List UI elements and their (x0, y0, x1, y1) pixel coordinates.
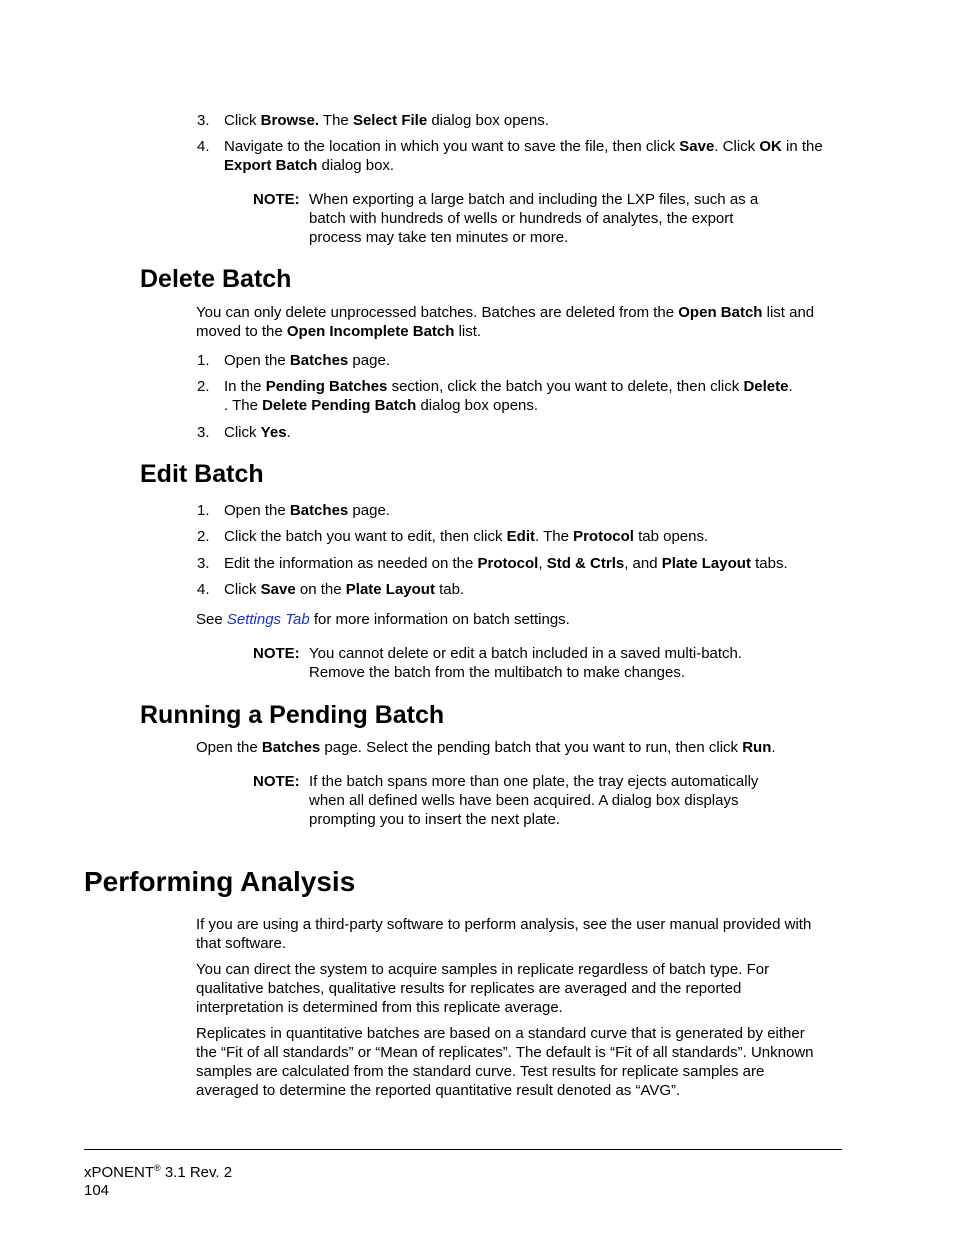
step-number: 1. (197, 352, 210, 369)
step-number: 3. (197, 112, 210, 129)
step-text: Click Yes. (224, 424, 291, 441)
paragraph: Replicates in quantitative batches are based on a standard curve that is generated by either the “Fit of all standards” or “Mean of replicates”. The default is “Fit of all standards”. Unknown samples are calculated from the standard curve. Test results for replicate samples are averaged to determine the reported quantitative result denoted as “AVG”. (196, 1025, 814, 1099)
step-number: 2. (197, 378, 210, 395)
step-text: Click Browse. The Select File dialog box opens. (224, 112, 549, 129)
step-text: Open the Batches page. (224, 502, 390, 519)
settings-tab-link[interactable]: Settings Tab (226, 611, 310, 628)
note-label: NOTE: (253, 773, 300, 790)
section-heading-edit-batch: Edit Batch (140, 460, 264, 488)
step-text: Click the batch you want to edit, then click Edit. The Protocol tab opens. (224, 528, 709, 545)
see-also-line: See Settings Tab for more information on batch settings. (196, 611, 570, 628)
note-text: You cannot delete or edit a batch included in a saved multi-batch. Remove the batch from the multibatch to make changes. (309, 645, 743, 681)
step-text: In the Pending Batches section, click the batch you want to delete, then click Delete. . The Delete Pending Batch dialog box opens. (224, 378, 793, 414)
footer-rule (84, 1149, 842, 1150)
paragraph: You can direct the system to acquire samples in replicate regardless of batch type. For qualitative batches, qualitative results for replicates are averaged and the reported interpretation is determined from this replicate average. (196, 961, 770, 1016)
step-number: 3. (197, 555, 210, 572)
section-heading-delete-batch: Delete Batch (140, 265, 292, 293)
page-number: 104 (84, 1182, 110, 1199)
note-text: When exporting a large batch and including the LXP files, such as a batch with hundreds of wells or hundreds of analytes, the export process may take ten minutes or more. (309, 191, 759, 246)
paragraph: If you are using a third-party software to perform analysis, see the user manual provided with that software. (196, 916, 812, 952)
step-text: Edit the information as needed on the Protocol, Std & Ctrls, and Plate Layout tabs. (224, 555, 788, 572)
step-number: 3. (197, 424, 210, 441)
step-text: Navigate to the location in which you want to save the file, then click Save. Click OK in the Export Batch dialog box. (224, 138, 823, 174)
note-label: NOTE: (253, 645, 300, 662)
step-number: 2. (197, 528, 210, 545)
chapter-heading-performing-analysis: Performing Analysis (84, 866, 356, 897)
note-text: If the batch spans more than one plate, the tray ejects automatically when all defined wells have been acquired. A dialog box displays prompting you to insert the next plate. (309, 773, 759, 828)
paragraph: You can only delete unprocessed batches. Batches are deleted from the Open Batch list and moved to the Open Incomplete Batch list. (196, 304, 815, 340)
step-number: 4. (197, 138, 210, 155)
paragraph: Open the Batches page. Select the pending batch that you want to run, then click Run. (196, 739, 776, 756)
note-label: NOTE: (253, 191, 300, 208)
section-heading-running-pending-batch: Running a Pending Batch (140, 701, 445, 729)
step-number: 4. (197, 581, 210, 598)
footer-product: xPONENT® 3.1 Rev. 2 (84, 1163, 233, 1181)
step-text: Click Save on the Plate Layout tab. (224, 581, 465, 598)
step-number: 1. (197, 502, 210, 519)
step-text: Open the Batches page. (224, 352, 390, 369)
